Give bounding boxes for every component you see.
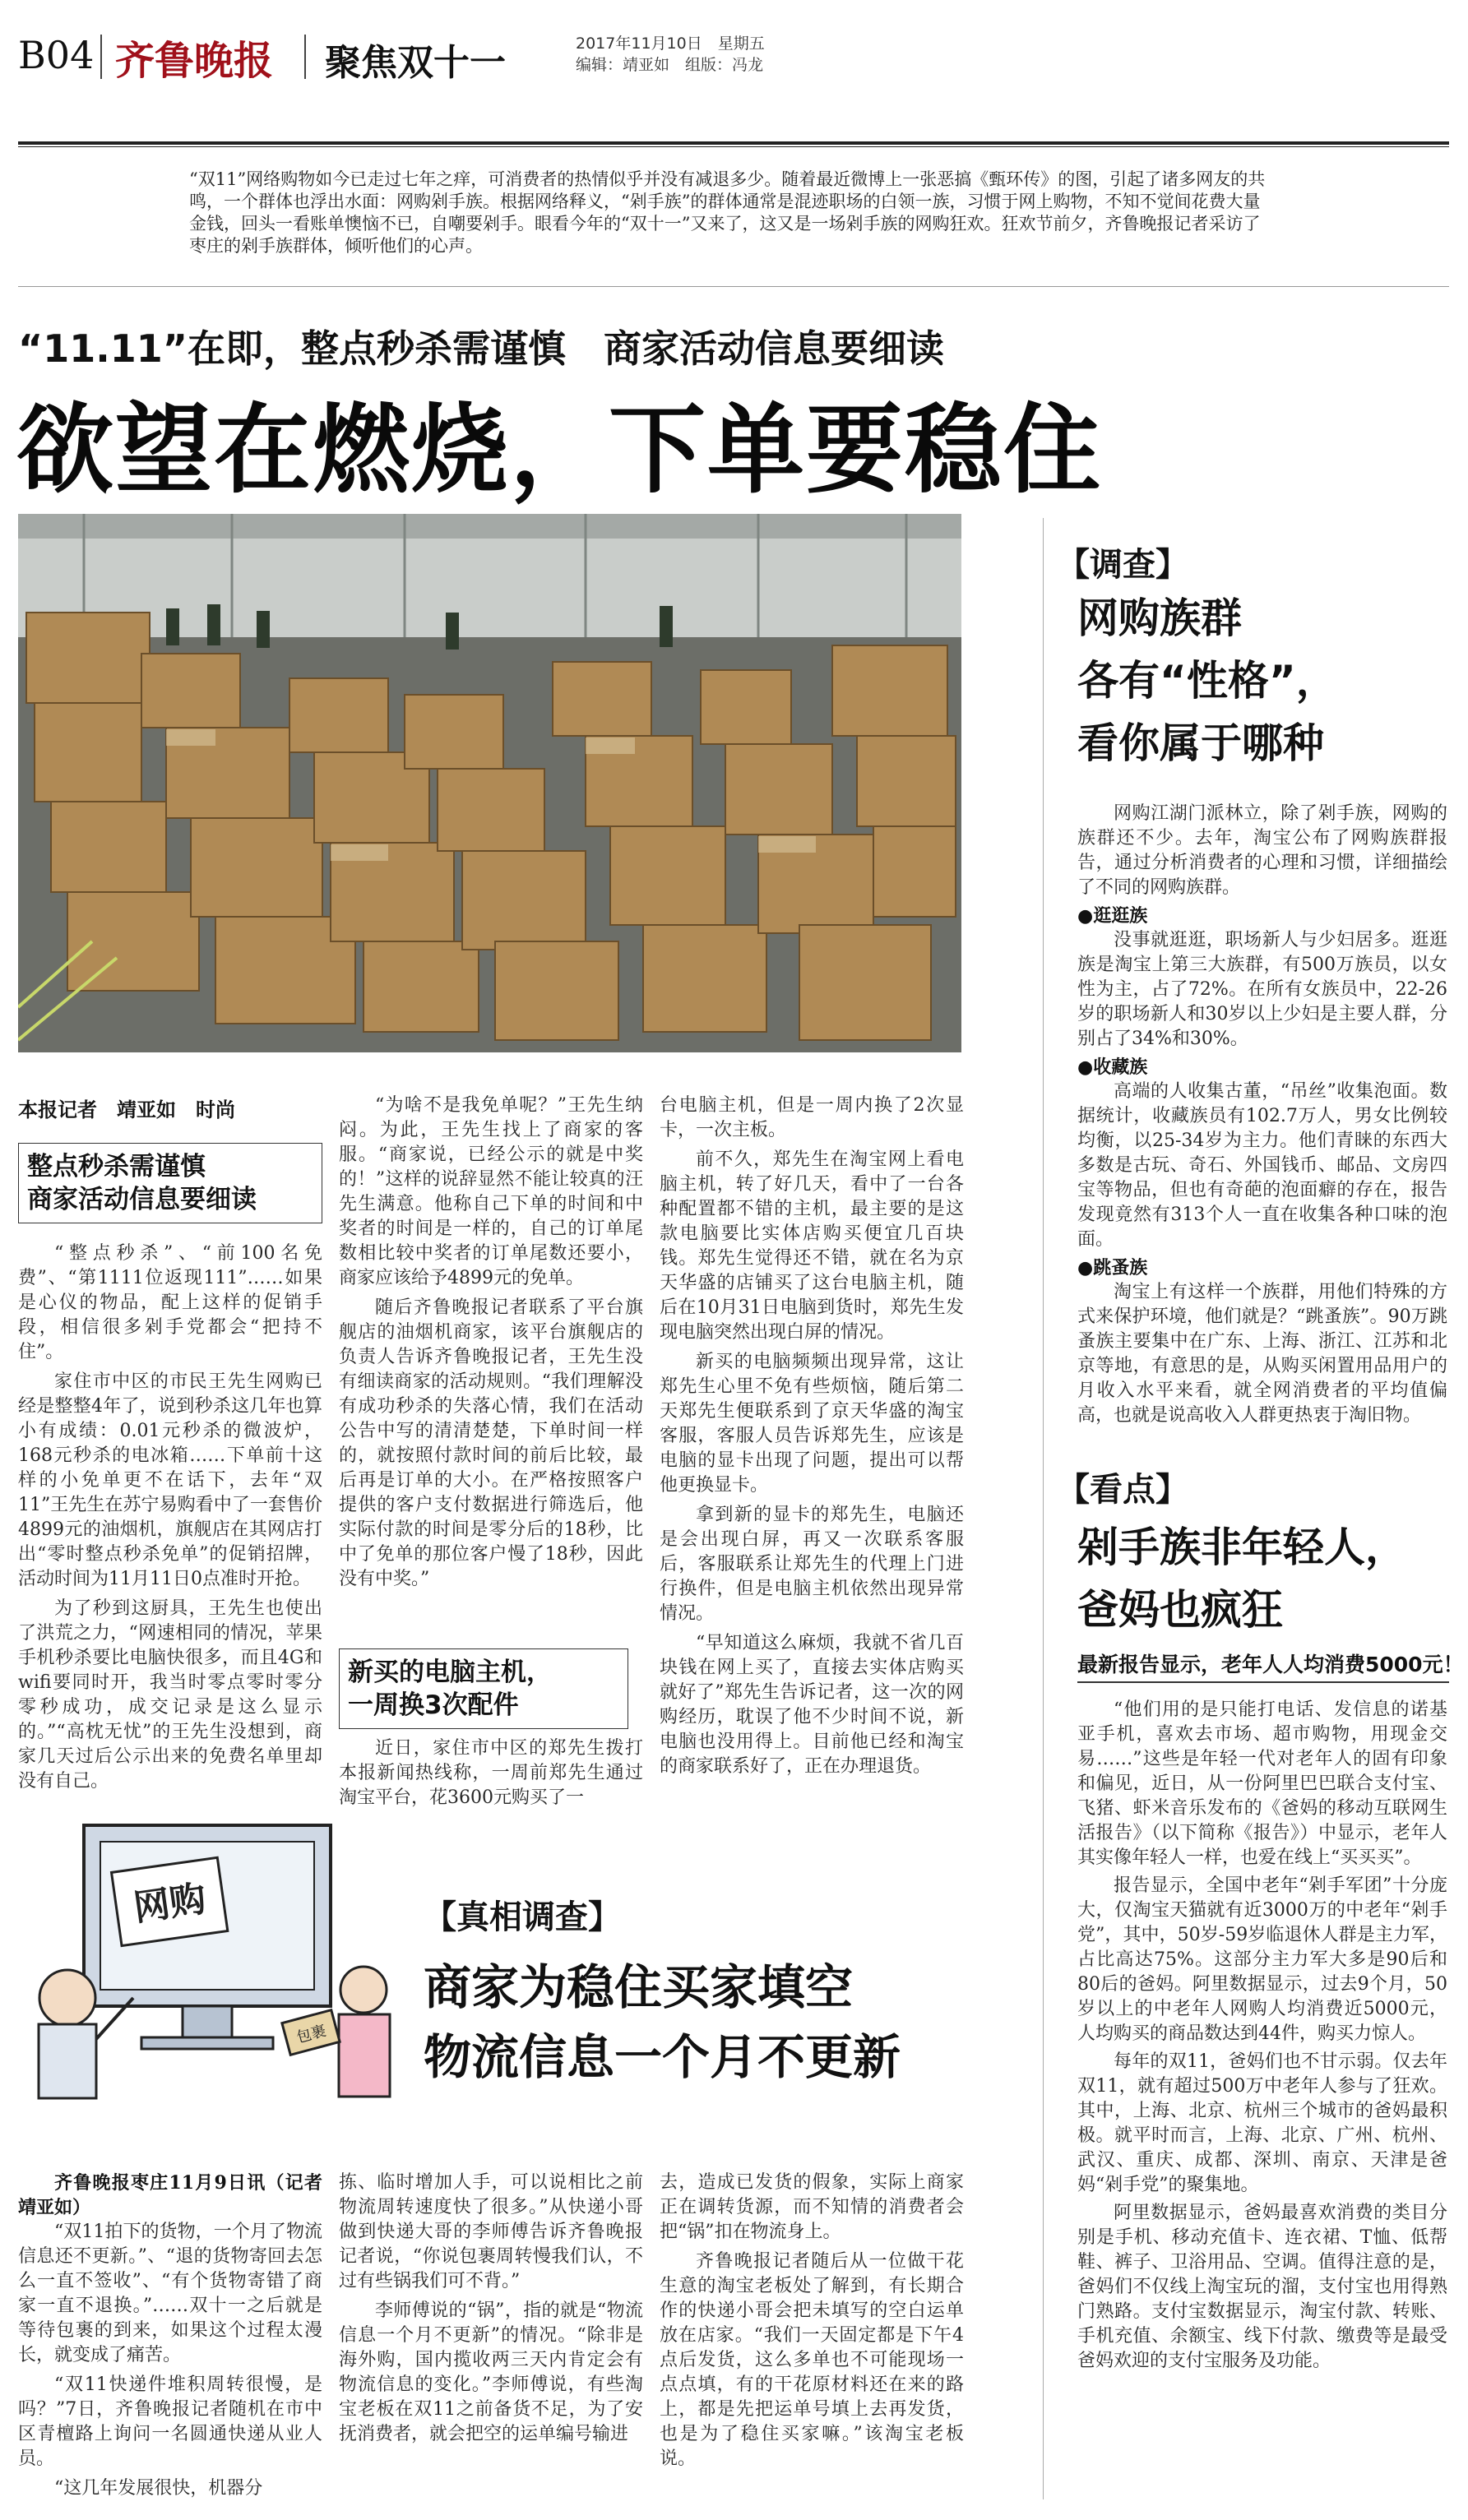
cartoon-illustration bbox=[18, 1809, 413, 2121]
paragraph: 前不久，郑先生在淘宝网上看电脑主机，转了好几天，看中了一台各种配置都不错的主机，最主要的是这款电脑要比实体店购买便宜几百块钱。郑先生觉得还不错，就在名为京天华盛的店铺买了这台电脑主机，随后在10月31日电脑到货时，郑先生发现电脑突然出现白屏的情况。 bbox=[660, 1149, 964, 1343]
paragraph: 为了秒到这厨具，王先生也使出了洪荒之力，“网速相同的情况，苹果手机秒杀要比电脑快很多，而且4G和wifi要同时开，我当时零点零时零分零秒成功，成交记录是这么显示的。”“高枕无忧”的王先生没想到，商家几天过后公示出来的免费名单里却没有自己。 bbox=[18, 1598, 322, 1792]
header-rule bbox=[18, 141, 1449, 145]
paragraph: “双11快递件堆积周转很慢，是吗？”7日，齐鲁晚报记者随机在市中区青檀路上询问一名圆通快递从业人员。 bbox=[18, 2374, 322, 2469]
section-title: 聚焦双十一 bbox=[325, 42, 506, 84]
paragraph: 家住市中区的市民王先生网购已经是整整4年了，说到秒杀这几年也算小有成绩：0.01元秒杀的微波炉，168元秒杀的电冰箱……下单前十这样的小免单更不在话下，去年“双11”王先生在苏宁易购看中了一套售价4899元的油烟机，旗舰店在其网店打出“零时整点秒杀免单”的促销招牌，活动时间为11月11日0点准时开抢。 bbox=[18, 1371, 322, 1589]
article2-title-line1: 商家为稳住买家填空 bbox=[424, 1959, 854, 2015]
article-column-2 bbox=[339, 1094, 643, 1597]
warehouse-photo bbox=[18, 514, 961, 1052]
page-number: B04 bbox=[18, 33, 95, 77]
intro-rule bbox=[18, 286, 1449, 287]
main-headline: 欲望在燃烧，下单要稳住 bbox=[16, 393, 1103, 506]
right-tag-survey: 【调查】 bbox=[1057, 545, 1188, 584]
kicker-headline: “11.11”在即，整点秒杀需谨慎 商家活动信息要细读 bbox=[18, 326, 944, 371]
subheadline-rule bbox=[1077, 1681, 1449, 1683]
paragraph: 拿到新的显卡的郑先生，电脑还是会出现白屏，再又一次联系客服后，客服联系让郑先生的代理上门进行换件，但是电脑主机依然出现异常情况。 bbox=[660, 1505, 964, 1624]
column-separator bbox=[1043, 518, 1044, 2499]
cartoon-package-text: 包裹 bbox=[294, 2022, 328, 2047]
right-tag-highlight: 【看点】 bbox=[1057, 1470, 1188, 1509]
header-divider bbox=[100, 35, 102, 79]
paragraph: 阿里数据显示，爸妈最喜欢消费的类目分别是手机、移动充值卡、连衣裙、T恤、低帮鞋、裤子、卫浴用品、空调。值得注意的是，爸妈们不仅线上淘宝玩的溜，支付宝也用得熟门熟路。支付宝数据显示，淘宝付款、转账、手机充值、余额宝、线下付款、缴费等是最受爸妈欢迎的支付宝服务及功能。 bbox=[1077, 2203, 1447, 2371]
paragraph: 每年的双11，爸妈们也不甘示弱。仅去年双11，就有超过500万中老年人参与了狂欢。其中，上海、北京、杭州三个城市的爸妈最积极。就平时而言，上海、北京、广州、杭州、武汉、重庆、成都、深圳、南京、天津是爸妈“剁手党”的聚集地。 bbox=[1077, 2051, 1447, 2195]
bullet-heading: ●收藏族 bbox=[1077, 1057, 1148, 1078]
masthead-logo: 齐鲁晚报 bbox=[115, 38, 274, 84]
paragraph: 李师傅说的“锅”，指的就是“物流信息一个月不更新”的情况。“除非是海外购，国内揽收两三天内肯定会有物流信息的变化。”李师傅说，有些淘宝老板在双11之前备货不足，为了安抚消费者，就会把空的运单编号输进 bbox=[339, 2300, 643, 2444]
paragraph: “为啥不是我免单呢？”王先生纳闷。为此，王先生找上了商家的客服。“商家说，已经公示的就是中奖的！”这样的说辞显然不能让较真的汪先生满意。他称自己下单的时间和中奖者的时间是一样的，自己的订单尾数相比较中奖者的订单尾数还要小，商家应该给予4899元的免单。 bbox=[339, 1095, 643, 1288]
paragraph: 没事就逛逛，职场新人与少妇居多。逛逛族是淘宝上第三大族群，有500万族员，以女性为主，占了72%。在所有女族员中，22-26岁的职场新人和30岁以上少妇是主要人群，分别占了34%和30%。 bbox=[1077, 930, 1447, 1049]
dateline: 齐鲁晚报枣庄11月9日讯（记者 靖亚如） bbox=[18, 2172, 341, 2218]
subheading-box: 新买的电脑主机， 一周换3次配件 bbox=[339, 1648, 628, 1729]
editor-credit: 编辑：靖亚如 组版：冯龙 bbox=[576, 56, 764, 74]
bullet-heading: ●跳蚤族 bbox=[1077, 1257, 1148, 1278]
article2-title-line2: 物流信息一个月不更新 bbox=[424, 2029, 901, 2085]
paragraph: 高端的人收集古董，“吊丝”收集泡面。数据统计，收藏族员有102.7万人，男女比例较均衡，以25-34岁为主力。他们青睐的东西大多数是古玩、奇石、外国钱币、邮品、文房四宝等物品，但也有奇葩的泡面癖的存在，报告发现竟然有313个人一直在收集各种口味的泡面。 bbox=[1077, 1081, 1447, 1250]
right-headline-1-line2: 各有“性格”， bbox=[1077, 657, 1337, 705]
paragraph: 齐鲁晚报记者随后从一位做干花生意的淘宝老板处了解到，有长期合作的快递小哥会把未填写的空白运单放在店家。“我们一天固定都是下午4点后发货，这么多单也不可能现场一点点填，有的干花原材料还在来的路上，都是先把运单号填上去再发货，也是为了稳住买家嘛。”该淘宝老板说。 bbox=[660, 2251, 964, 2469]
article-column-1 bbox=[18, 1242, 322, 1794]
article2-tag: 【真相调查】 bbox=[424, 1898, 621, 1936]
paragraph: 网购江湖门派林立，除了剁手族，网购的族群还不少。去年，淘宝公布了网购族群报告，通过分析消费者的心理和习惯，详细描绘了不同的网购族群。 bbox=[1077, 803, 1447, 898]
cartoon-sign-text: 网购 bbox=[131, 1878, 209, 1930]
bullet-heading: ●逛逛族 bbox=[1077, 905, 1148, 927]
right-headline-1-line1: 网购族群 bbox=[1077, 594, 1242, 642]
paragraph: “他们用的是只能打电话、发信息的诺基亚手机，喜欢去市场、超市购物，用现金交易……”这些是年轻一代对老年人的固有印象和偏见，近日，从一份阿里巴巴联合支付宝、飞猪、虾米音乐发布的《爸妈的移动互联网生活报告》（以下简称《报告》）中显示，老年人其实像年轻人一样，也爱在线上“买买买”。 bbox=[1077, 1699, 1447, 1868]
paragraph: “早知道这么麻烦，我就不省几百块钱在网上买了，直接去实体店购买就好了”郑先生告诉记者，这一次的网购经历，耽误了他不少时间不说，新电脑也没用得上。目前他已经和淘宝的商家联系好了，正在办理退货。 bbox=[660, 1633, 964, 1777]
right-subheadline: 最新报告显示，老年人人均消费5000元！ bbox=[1077, 1653, 1464, 1676]
paragraph: 报告显示，全国中老年“剁手军团”十分庞大，仅淘宝天猫就有近3000万的中老年“剁手党”，其中，50岁-59岁临退休人群是主力军，占比高达75%。这部分主力军大多是90后和80后的爸妈。阿里数据显示，过去9个月，50岁以上的中老年人网购人均消费近5000元，人均购买的商品数达到44件，购买力惊人。 bbox=[1077, 1875, 1447, 2044]
paragraph: 去，造成已发货的假象，实际上商家正在调转货源，而不知情的消费者会把“锅”扣在物流身上。 bbox=[660, 2172, 964, 2242]
paragraph: 新买的电脑频频出现异常，这让郑先生心里不免有些烦恼，随后第二天郑先生便联系到了京天华盛的淘宝客服，客服人员告诉郑先生，应该是电脑的显卡出现了问题，提出可以帮他更换显卡。 bbox=[660, 1352, 964, 1496]
paragraph: 拣、临时增加人手，可以说相比之前物流周转速度快了很多。”从快递小哥做到快递大哥的李师傅告诉齐鲁晚报记者说，“你说包裹周转慢我们认，不过有些锅我们可不背。” bbox=[339, 2172, 643, 2291]
issue-date: 2017年11月10日 星期五 bbox=[576, 35, 765, 53]
paragraph: “双11拍下的货物，一个月了物流信息还不更新。”、“退的货物寄回去怎么一直不签收”、“有个货物寄错了商家一直不退换。”……双十一之后就是等待包裹的到来，如果这个过程太漫长，就变成了痛苦。 bbox=[18, 2222, 322, 2365]
right-highlight-body bbox=[1077, 1698, 1447, 2374]
intro-paragraph: “双11”网络购物如今已走过七年之痒，可消费者的热情似乎并没有减退多少。随着最近微博上一张恶搞《甄环传》的图，引起了诸多网友的共鸣，一个群体也浮出水面：网购剁手族。根据网络释义，“剁手族”的群体通常是混迹职场的白领一族，习惯于网上购物，不知不觉间花费大量金钱，回头一看账单懊恼不已，自嘲要剁手。眼看今年的“双十一”又来了，这又是一场剁手族的网购狂欢。狂欢节前夕，齐鲁晚报记者采访了枣庄的剁手族群体，倾听他们的心声。 bbox=[189, 169, 1266, 256]
right-headline-2-line2: 爸妈也疯狂 bbox=[1077, 1586, 1283, 1634]
header-rule-thin bbox=[18, 146, 1449, 147]
paragraph: 台电脑主机，但是一周内换了2次显卡，一次主板。 bbox=[660, 1095, 964, 1140]
paragraph: “这几年发展很快，机器分 bbox=[54, 2478, 263, 2499]
header-divider bbox=[304, 35, 306, 79]
right-survey-body bbox=[1077, 802, 1447, 1428]
right-headline-2-line1: 剁手族非年轻人， bbox=[1077, 1524, 1406, 1571]
article2-column-1 bbox=[18, 2171, 341, 2501]
article2-column-3 bbox=[660, 2171, 964, 2471]
paragraph: 近日，家住市中区的郑先生拨打本报新闻热线称，一周前郑先生通过淘宝平台，花3600元购买了一 bbox=[339, 1738, 643, 1808]
article-column-3 bbox=[660, 1094, 964, 1779]
article2-column-2 bbox=[339, 2171, 643, 2447]
byline: 本报记者 靖亚如 时尚 bbox=[18, 1098, 235, 1121]
paragraph: “整点秒杀”、“前100名免费”、“第1111位返现111”……如果是心仪的物品，配上这样的促销手段，相信很多剁手党都会“把持不住”。 bbox=[18, 1243, 322, 1362]
subheading-box: 整点秒杀需谨慎 商家活动信息要细读 bbox=[18, 1143, 322, 1223]
right-headline-1-line3: 看你属于哪种 bbox=[1077, 719, 1324, 767]
paragraph: 随后齐鲁晚报记者联系了平台旗舰店的油烟机商家，该平台旗舰店的负责人告诉齐鲁晚报记者，王先生没有细读商家的活动规则。“我们理解没有成功秒杀的失落心情，我们在活动公告中写的清清楚楚，下单时间一样的，就按照付款时间的前后比较，最后再是订单的大小。在严格按照客户提供的客户支付数据进行筛选后，他实际付款的时间是零分后的18秒，比中了免单的那位客户慢了18秒，因此没有中奖。” bbox=[339, 1297, 643, 1589]
paragraph: 淘宝上有这样一个族群，用他们特殊的方式来保护环境，他们就是？“跳蚤族”。90万跳蚤族主要集中在广东、上海、浙江、江苏和北京等地，有意思的是，从购买闲置用品用户的月收入水平来看，就全网消费者的平均值偏高，也就是说高收入人群更热衷于淘旧物。 bbox=[1077, 1282, 1447, 1426]
article-column-2-continued bbox=[339, 1736, 643, 1810]
